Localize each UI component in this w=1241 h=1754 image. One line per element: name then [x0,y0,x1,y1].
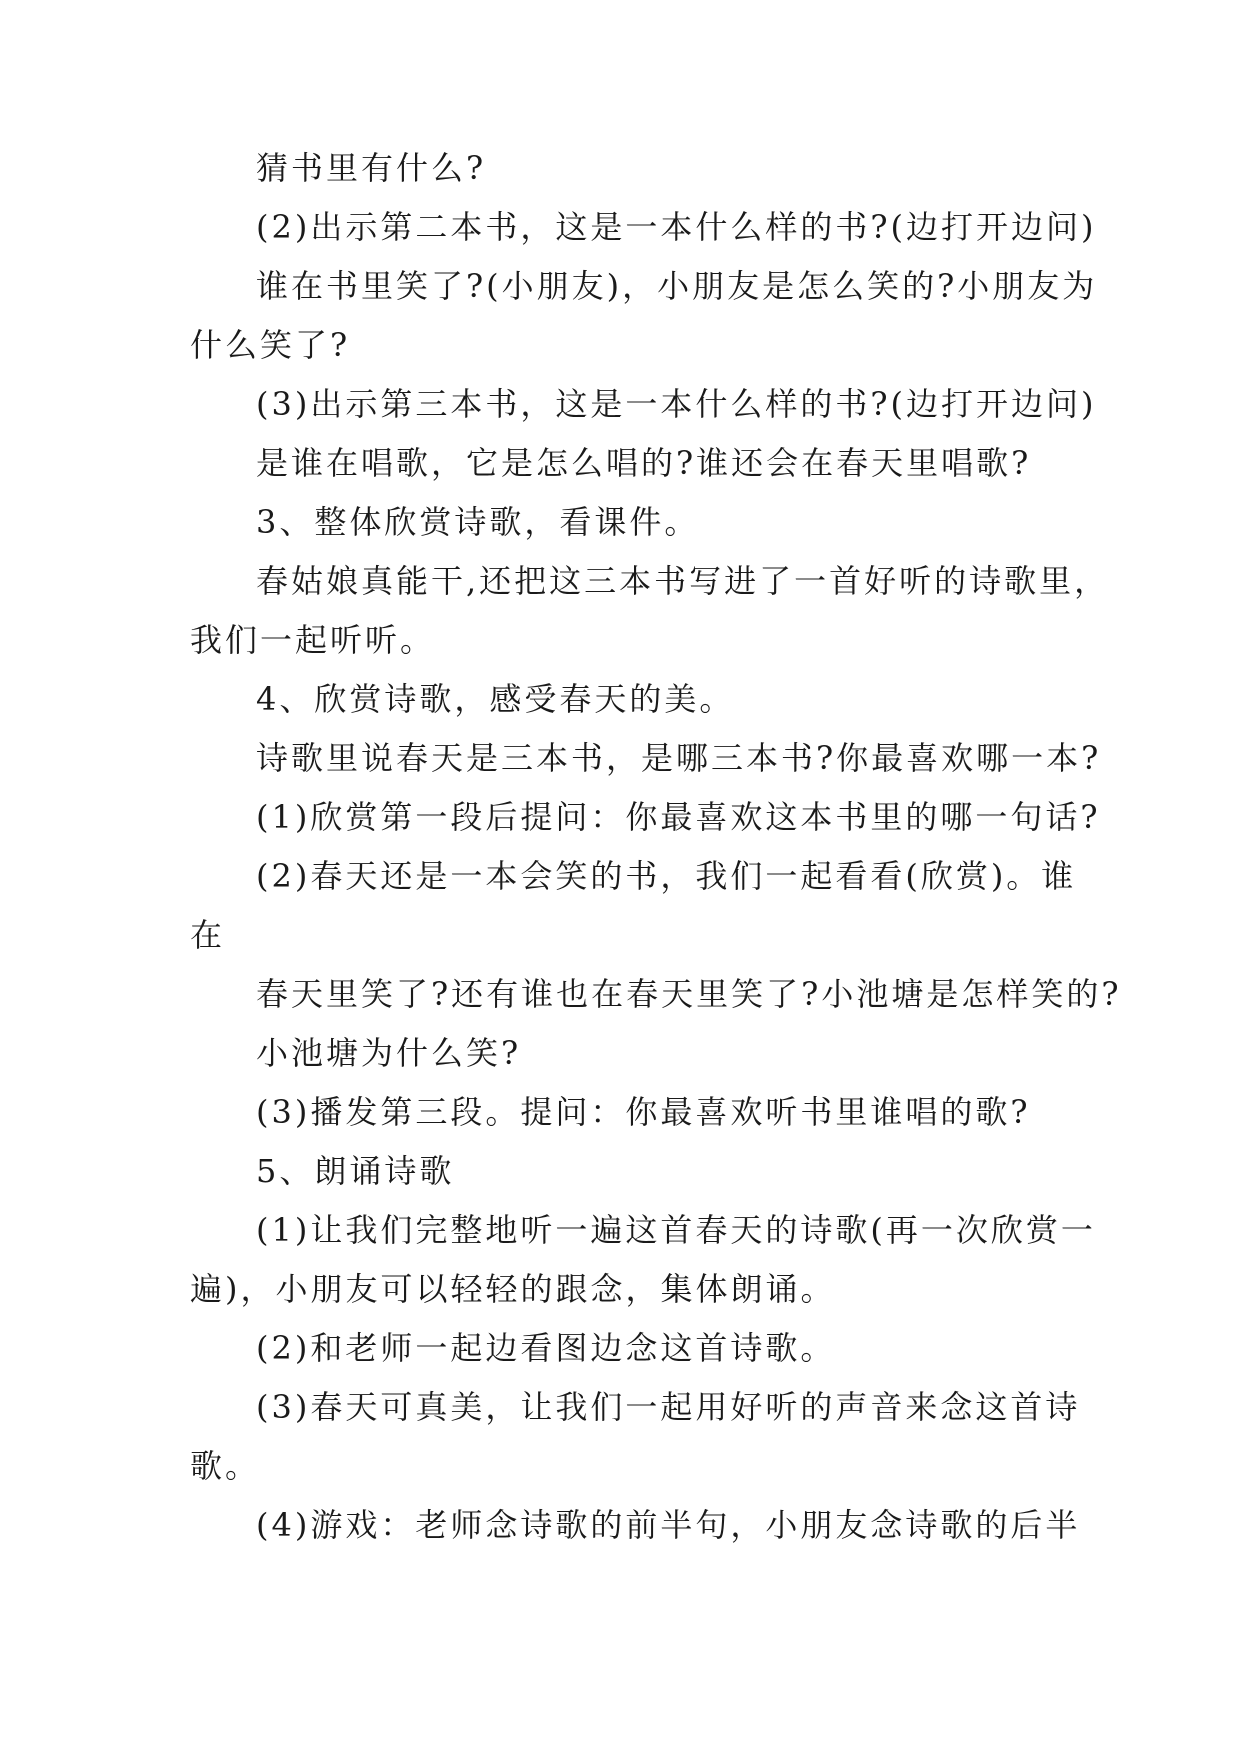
text-line: 4、欣赏诗歌，感受春天的美。 [256,680,735,718]
text-line: 谁在书里笑了?(小朋友)，小朋友是怎么笑的?小朋友为 [256,267,1098,305]
text-line: 我们一起听听。 [190,621,436,659]
text-line: 3、整体欣赏诗歌，看课件。 [256,503,700,541]
text-line: (3)出示第三本书，这是一本什么样的书?(边打开边问) [256,385,1097,423]
text-line: (3)春天可真美，让我们一起用好听的声音来念这首诗 [256,1388,1081,1426]
text-line: (2)春天还是一本会笑的书，我们一起看看(欣赏)。谁 [256,857,1077,895]
text-line: 猜书里有什么? [256,149,487,187]
text-line: 是谁在唱歌，它是怎么唱的?谁还会在春天里唱歌? [256,444,1032,482]
text-line: 春天里笑了?还有谁也在春天里笑了?小池塘是怎样笑的? [256,975,1122,1013]
text-line: 什么笑了? [190,326,351,364]
text-line: 诗歌里说春天是三本书，是哪三本书?你最喜欢哪一本? [256,739,1102,777]
text-line: (2)出示第二本书，这是一本什么样的书?(边打开边问) [256,208,1097,246]
text-line: (4)游戏：老师念诗歌的前半句，小朋友念诗歌的后半 [256,1506,1081,1544]
text-line: 5、朗诵诗歌 [256,1152,455,1190]
text-line: (1)欣赏第一段后提问：你最喜欢这本书里的哪一句话? [256,798,1101,836]
text-line: 遍)，小朋友可以轻轻的跟念，集体朗诵。 [190,1270,836,1308]
text-line: 小池塘为什么笑? [256,1034,522,1072]
text-line: 歌。 [190,1447,261,1485]
text-line: 在 [190,916,226,954]
text-line: 春姑娘真能干,还把这三本书写进了一首好听的诗歌里， [256,562,1110,600]
text-line: (1)让我们完整地听一遍这首春天的诗歌(再一次欣赏一 [256,1211,1096,1249]
text-line: (3)播发第三段。提问：你最喜欢听书里谁唱的歌? [256,1093,1031,1131]
text-line: (2)和老师一起边看图边念这首诗歌。 [256,1329,836,1367]
